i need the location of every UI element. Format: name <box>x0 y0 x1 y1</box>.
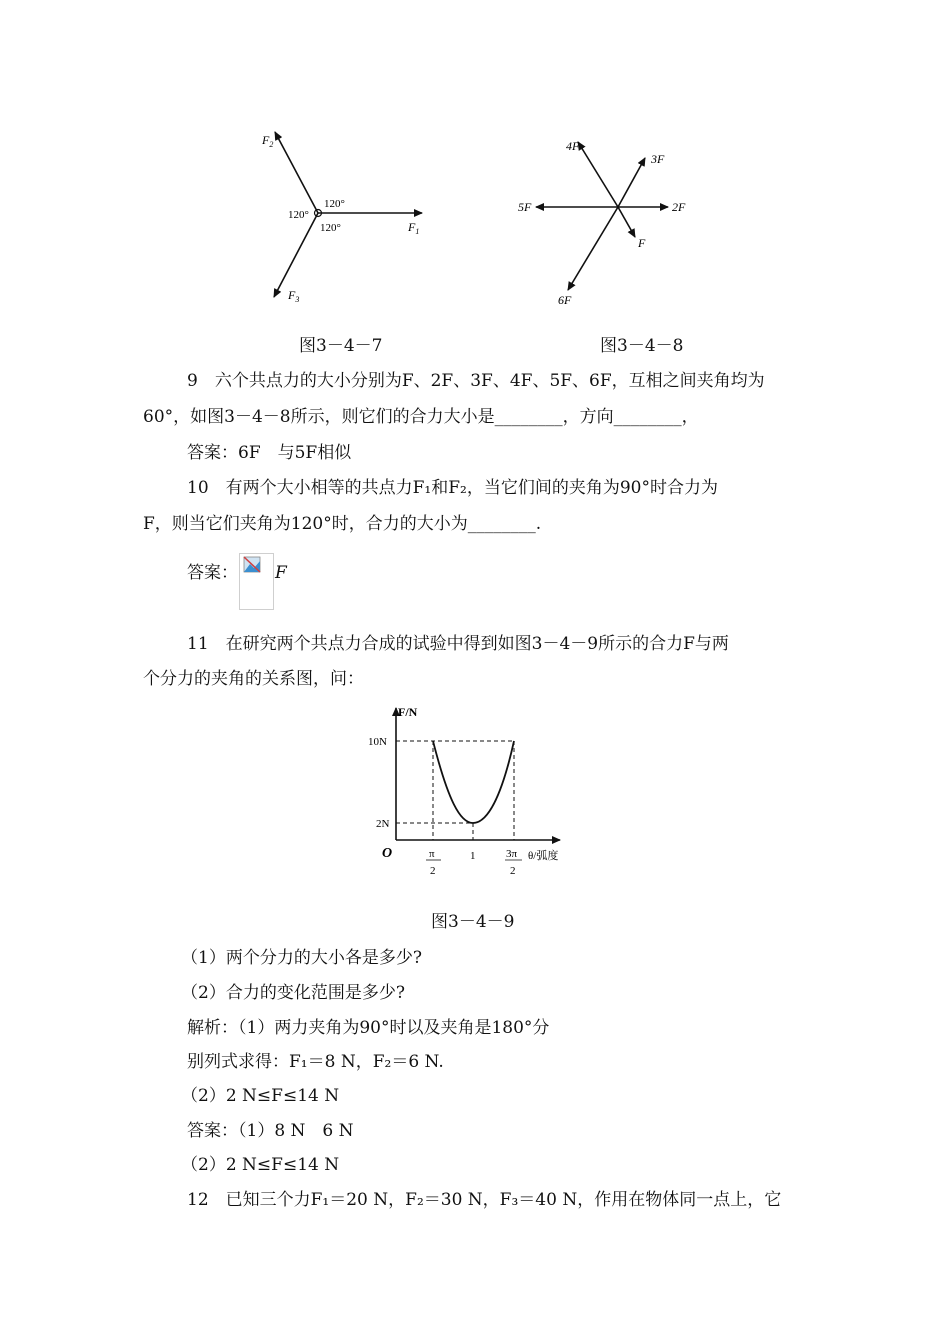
x-tick-3pi-denominator: 2 <box>510 865 516 877</box>
figure-3-4-7 <box>250 120 440 310</box>
caption-fig-3-4-7: 图3－4－7 <box>299 336 383 356</box>
q10-answer-tail: F <box>275 563 287 583</box>
force-3f-arrow <box>618 158 645 207</box>
label-f: F <box>638 236 646 250</box>
force-4f-arrow <box>578 142 618 207</box>
x-tick-pi-numerator: π <box>429 848 435 860</box>
label-2f: 2F <box>672 200 686 214</box>
q11-analysis-line-1: 解析：（1）两力夹角为90°时以及夹角是180°分 <box>187 1018 550 1038</box>
label-5f: 5F <box>518 200 532 214</box>
broken-image-placeholder <box>239 553 274 610</box>
q10-answer-label: 答案： <box>187 563 238 583</box>
y-axis-label: F/N <box>398 705 418 719</box>
svg-text:F1 <box>407 220 419 236</box>
x-tick-one: 1 <box>470 850 476 862</box>
force-6f-arrow <box>568 207 618 290</box>
q11-answer-line-2: （2）2 N≤F≤14 N <box>181 1155 340 1175</box>
force-f3-arrow <box>274 213 318 297</box>
x-axis-label: θ/弧度 <box>528 850 559 862</box>
figure-3-4-8 <box>510 130 710 315</box>
svg-text:F2 <box>261 133 273 149</box>
f3-subscript: 3 <box>295 295 300 304</box>
f1-label: F <box>408 220 416 234</box>
f2-subscript: 2 <box>269 140 274 149</box>
q11-text-line-1: 11 在研究两个共点力合成的试验中得到如图3－4－9所示的合力F与两 <box>187 634 729 654</box>
q11-answer-line-1: 答案：（1）8 N 6 N <box>187 1121 354 1141</box>
y-tick-2n: 2N <box>376 818 390 830</box>
force-f2-arrow <box>275 132 318 213</box>
q11-analysis-line-3: （2）2 N≤F≤14 N <box>181 1086 340 1106</box>
resultant-curve <box>433 741 514 823</box>
q10-text-line-1: 10 有两个大小相等的共点力F₁和F₂，当它们间的夹角为90°时合力为 <box>187 478 718 498</box>
q9-text-line-2: 60°，如图3－4－8所示，则它们的合力大小是________，方向________， <box>143 407 699 427</box>
angle-label-top: 120° <box>324 198 345 210</box>
x-tick-pi-denominator: 2 <box>430 865 436 877</box>
caption-fig-3-4-9: 图3－4－9 <box>431 912 515 932</box>
label-4f: 4F <box>566 139 580 153</box>
x-tick-3pi-numerator: 3π <box>506 848 518 860</box>
caption-fig-3-4-8: 图3－4－8 <box>600 336 684 356</box>
label-6f: 6F <box>558 293 572 307</box>
f1-subscript: 1 <box>415 227 420 236</box>
q9-text-line-1: 9 六个共点力的大小分别为F、2F、3F、4F、5F、6F，互相之间夹角均为 <box>187 371 765 391</box>
angle-label-bottom: 120° <box>320 222 341 234</box>
broken-image-icon <box>240 554 273 576</box>
q9-answer: 答案：6F 与5F相似 <box>187 443 352 463</box>
f2-label: F <box>262 133 270 147</box>
figure-3-4-9-graph <box>360 700 600 885</box>
svg-text:F3 <box>287 288 299 304</box>
q11-text-line-2: 个分力的夹角的关系图，问： <box>143 669 364 689</box>
f3-label: F <box>288 288 296 302</box>
q12-text-line-1: 12 已知三个力F₁＝20 N，F₂＝30 N，F₃＝40 N，作用在物体同一点上，它 <box>187 1190 782 1210</box>
force-f-arrow <box>618 207 635 237</box>
q11-sub-question-1: （1）两个分力的大小各是多少? <box>181 948 422 968</box>
q11-analysis-line-2: 别列式求得：F₁＝8 N，F₂＝6 N. <box>187 1052 444 1072</box>
q11-sub-question-2: （2）合力的变化范围是多少? <box>181 983 405 1003</box>
y-tick-10n: 10N <box>368 736 387 748</box>
label-3f: 3F <box>651 152 665 166</box>
q10-text-line-2: F，则当它们夹角为120°时，合力的大小为________. <box>143 514 542 534</box>
origin-label: O <box>382 846 393 861</box>
angle-label-left: 120° <box>288 209 309 221</box>
